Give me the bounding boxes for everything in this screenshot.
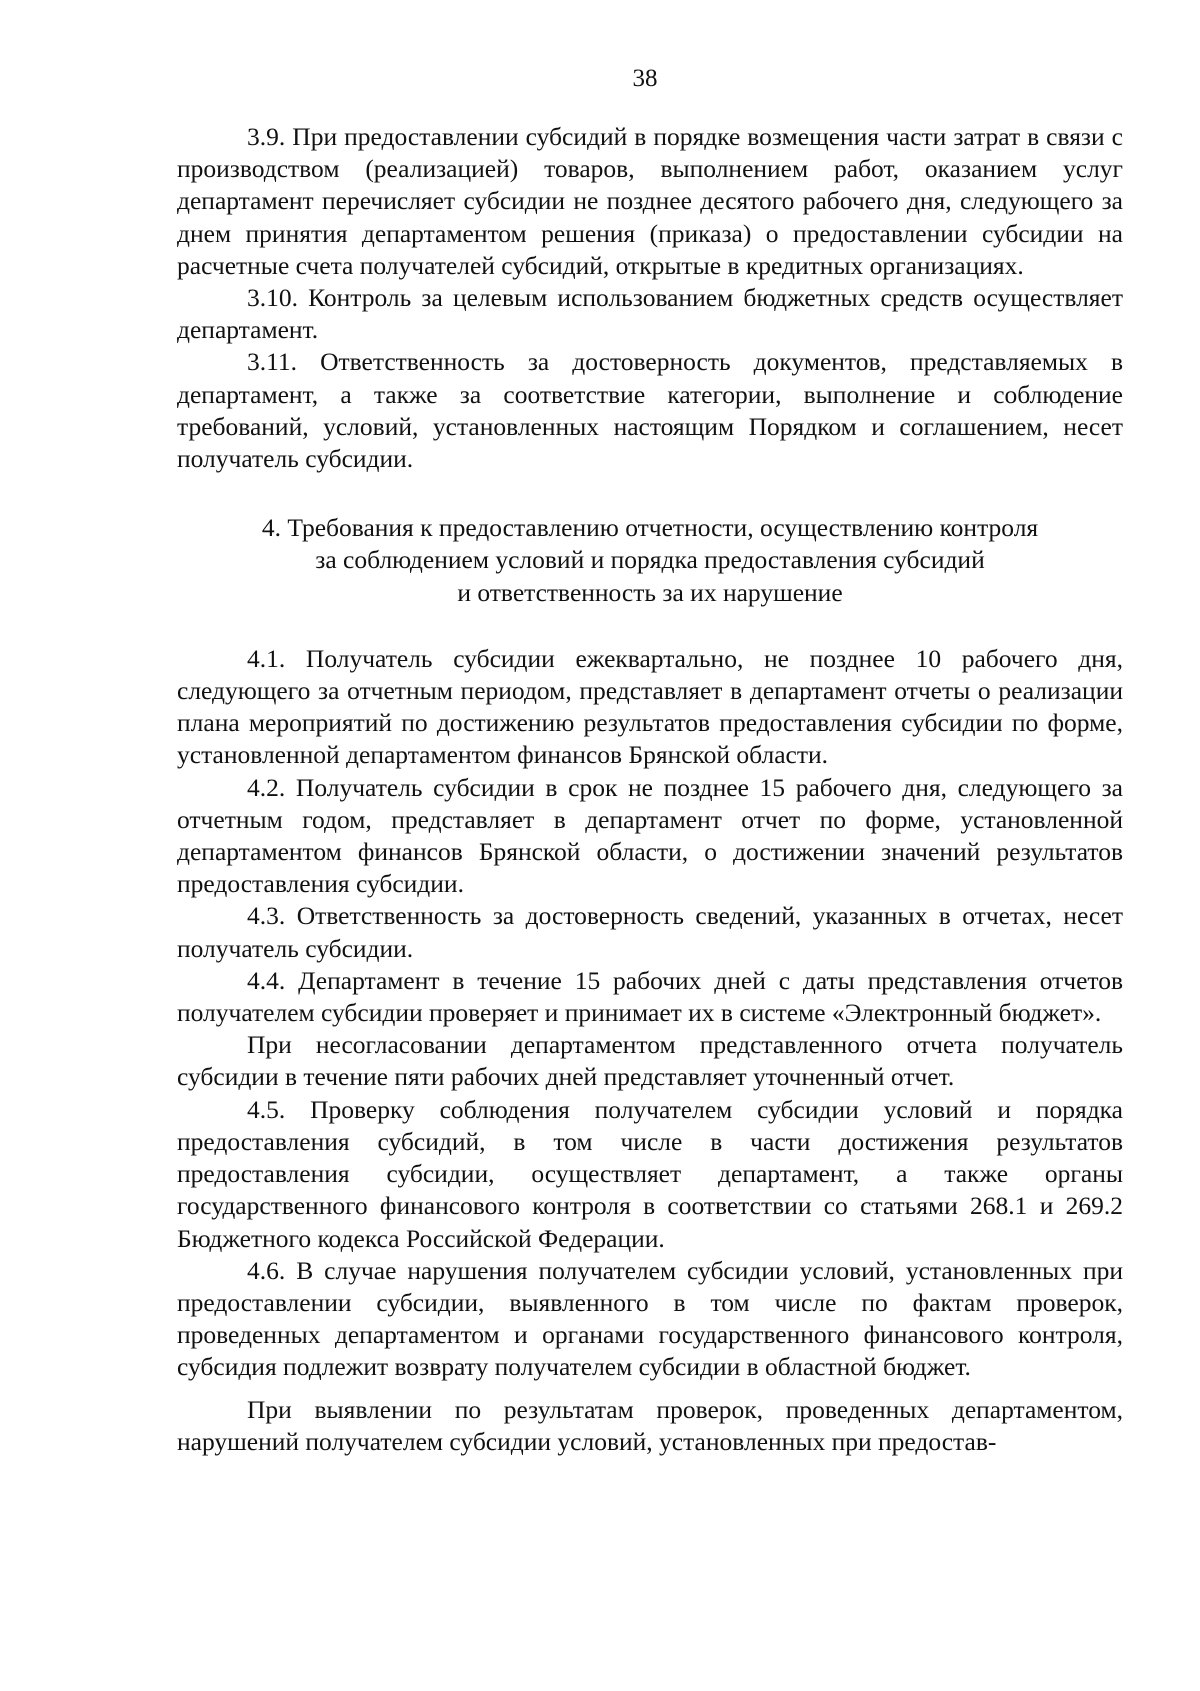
page-number: 38	[632, 65, 658, 92]
document-body	[177, 121, 1123, 1458]
paragraph-4-5: 4.5. Проверку соблюдения получателем субсидии условий и порядка предоставления субсидий, в том числе в части достижения результатов предоставления субсидии, осуществляет департамент, а также органы государственного финансового контроля в соответствии со статьями 268.1 и 269.2 Бюджетного кодекса Российской Федерации.	[177, 1094, 1123, 1253]
paragraph-4-2: 4.2. Получатель субсидии в срок не позднее 15 рабочего дня, следующего за отчетным годом, представляет в департамент отчет по форме, установленной департаментом финансов Брянской области, о достижении значений результатов предоставления субсидии.	[177, 772, 1123, 899]
paragraph-4-4-continued: При несогласовании департаментом представленного отчета получатель субсидии в течение пяти рабочих дней представляет уточненный отчет.	[177, 1030, 1123, 1092]
section-heading-line: и ответственность за их нарушение	[457, 577, 843, 607]
section-heading	[177, 512, 1123, 609]
section-heading-line: за соблюдением условий и порядка предоставления субсидий	[315, 545, 985, 575]
paragraph-4-3: 4.3. Ответственность за достоверность сведений, указанных в отчетах, несет получатель субсидии.	[177, 901, 1123, 963]
paragraph-3-11: 3.11. Ответственность за достоверность документов, представляемых в департамент, а также за соответствие категории, выполнение и соблюдение требований, условий, установленных настоящим Порядком и соглашением, несет получатель субсидии.	[177, 347, 1123, 474]
paragraph-4-6: 4.6. В случае нарушения получателем субсидии условий, установленных при предоставлении субсидии, выявленного в том числе по фактам проверок, проведенных департаментом и органами государственного финансового контроля, субсидия подлежит возврату получателем субсидии в областной бюджет.	[177, 1255, 1123, 1382]
paragraph-3-9: 3.9. При предоставлении субсидий в порядке возмещения части затрат в связи с производством (реализацией) товаров, выполнением работ, оказанием услуг департамент перечисляет субсидии не позднее десятого рабочего дня, следующего за днем принятия департаментом решения (приказа) о предоставлении субсидии на расчетные счета получателей субсидий, открытые в кредитных организациях.	[177, 122, 1123, 280]
paragraph-4-6-continued: При выявлении по результатам проверок, проведенных департаментом, нарушений получателем субсидии условий, установленных при предостав-	[177, 1394, 1123, 1456]
paragraph-4-1: 4.1. Получатель субсидии ежеквартально, не позднее 10 рабочего дня, следующего за отчетным периодом, представляет в департамент отчеты о реализации плана мероприятий по достижению результатов предоставления субсидии по форме, установленной департаментом финансов Брянской области.	[177, 643, 1123, 770]
paragraph-4-4: 4.4. Департамент в течение 15 рабочих дней с даты представления отчетов получателем субсидии проверяет и принимает их в системе «Электронный бюджет».	[177, 965, 1123, 1028]
paragraph-3-10: 3.10. Контроль за целевым использованием бюджетных средств осуществляет департамент.	[177, 283, 1123, 345]
section-heading-line: 4. Требования к предоставлению отчетности, осуществлению контроля	[261, 513, 1039, 543]
